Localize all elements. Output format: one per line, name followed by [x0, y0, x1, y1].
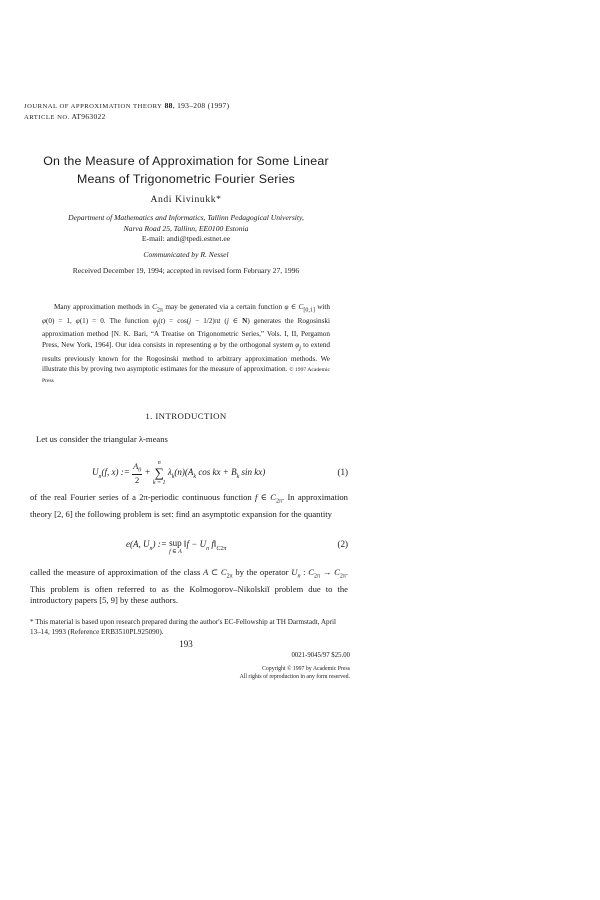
intro-text-part: by the operator: [232, 567, 292, 577]
footnote: * This material is based upon research prepared during the author's EC-Fellowship at TH Darmstadt, April 13–14, 1993 (Reference ERB3510PL925090).: [30, 618, 337, 637]
intro-paragraph-1: Let us consider the triangular λ-means: [36, 434, 168, 444]
intro-text-part: of the real Fourier series of a 2π-periodic continuous function: [30, 492, 255, 502]
journal-name: JOURNAL OF APPROXIMATION THEORY: [24, 103, 163, 110]
abstract-copyright: © 1997 Academic Press: [42, 366, 330, 385]
equation-1-number: (1): [337, 467, 348, 477]
affiliation-line-1: Department of Mathematics and Informatics, Tallinn Pedagogical University,: [68, 213, 304, 222]
journal-pages-year: , 193–208 (1997): [172, 101, 230, 110]
title-line-1: On the Measure of Approximation for Some Linear: [43, 154, 329, 168]
equation-1: [30, 455, 348, 493]
page-number: 193: [179, 639, 193, 649]
abstract-text-part: The function: [105, 316, 153, 325]
communicated-by: Communicated by R. Nessel: [143, 250, 229, 259]
intro-text-part: . In approximation theory [2, 6] the following problem is set: find an asymptotic expansion for the quantity: [30, 492, 348, 519]
abstract-text-part: by the orthogonal system: [217, 340, 296, 349]
sum-symbol: n ∑ k = 1: [152, 460, 166, 486]
issn-price: 0021-9045/97 $25.00: [291, 652, 350, 659]
intro-paragraph-3: called the measure of approximation of the class A ⊂ $C_{2\pi}$ by the operator $U_n$ : $C_{2\pi} \to C_{2\pi}$. This problem is often referred to as the Kolmogorov–Nikolskiĭ problem due to the introductory papers [5, 9] by these authors.: [30, 567, 349, 606]
journal-volume: 88: [164, 101, 173, 110]
equation-2-number: (2): [337, 539, 348, 549]
equation-2: [30, 539, 348, 561]
paper-title: [30, 152, 342, 188]
received-dates: Received December 19, 1994; accepted in revised form February 27, 1996: [72, 266, 300, 275]
abstract-text: Many approximation methods in $C_{2\pi}$ may be generated via a certain function φ ∈ $C_{[0,1]}$ with φ(0) = 1, φ(1) = 0. The function $\varphi_j(t) = \cos(j - 1/2)\pi t$ (j ∈ N) generates the Rogosinski approximation method [N. K. Bari, “A Treatise on Trigonometric Series,” Vols. I, II, Pergamon Press, New York, 1964]. Our idea consists in representing φ by the orthogonal system $\varphi_j$ to extend results previously known for the Rogosinski method to arbitrary approximation methods. We illustrate this by proving two asymptotic estimates for the measure of approximation. © 1997 Academic Press: [42, 303, 331, 385]
copyright-line-2: All rights of reproduction in any form reserved.: [239, 674, 350, 681]
title-line-2: Means of Trigonometric Fourier Series: [76, 172, 296, 186]
section-heading-introduction: 1. INTRODUCTION: [145, 411, 227, 421]
fraction-a0-over-2: $\frac{A_0}{2}$: [133, 461, 142, 485]
sup-operator: sup f ∈ A: [169, 538, 182, 555]
equation-1-formula: $U_n(f$, x) := $\frac{A_0}{2}$ + n ∑ k = 1 $\lambda_k(n)(A_k$ cos kx + $B_k$ sin kx): [92, 460, 266, 486]
abstract-text-part: generates the Rogosinski approximation method [N. K. Bari, “A Treatise on Trigonometric Series,” Vols. I, II, Pergamon Press, New York, 1964]. Our idea consists in representing: [42, 316, 330, 349]
intro-text-part: . This problem is often referred to as the Kolmogorov–Nikolskiĭ problem due to the introductory papers [5, 9] by these authors.: [30, 567, 349, 606]
abstract: [42, 302, 330, 386]
abstract-text-part: to extend results previously known for the Rogosinski method to arbitrary approximation methods. We illustrate this by proving two asymptotic estimates for the measure of approximation.: [42, 340, 331, 373]
author-name: Andi Kivinukk*: [150, 194, 222, 205]
author-email: E-mail: andi@tpedi.estnet.ee: [141, 234, 231, 243]
affiliation-line-2: Narva Road 25, Tallinn, EE0100 Estonia: [123, 223, 249, 233]
intro-paragraph-2: of the real Fourier series of a 2π-periodic continuous function f ∈ $C_{2\pi}$. In approximation theory [2, 6] the following problem is set: find an asymptotic expansion for the quantity: [30, 492, 348, 519]
intro-text-part: called the measure of approximation of the class: [30, 567, 203, 577]
abstract-text-part: with: [314, 303, 330, 311]
article-id: AT963022: [71, 112, 106, 121]
abstract-text-part: may be generated via a certain function: [162, 303, 285, 311]
publisher-copyright: [240, 665, 350, 682]
affiliation: [30, 213, 342, 245]
article-prefix: ARTICLE NO.: [24, 114, 70, 121]
copyright-line-1: Copyright © 1997 by Academic Press: [262, 666, 350, 672]
abstract-text-part: Many approximation methods in: [54, 303, 153, 311]
journal-header: [24, 101, 229, 123]
equation-2-formula: e(A, $U_n$) := sup f ∈ A ‖f − $U_n$ $f‖_{C2\pi}$: [126, 538, 227, 555]
